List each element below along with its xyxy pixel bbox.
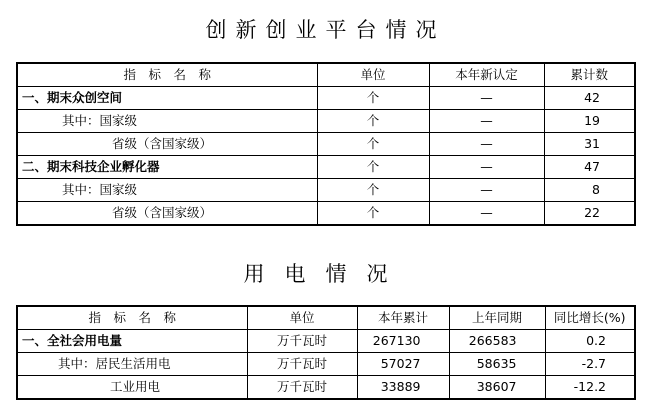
row-new: —: [429, 179, 544, 202]
table-row: [17, 353, 635, 376]
header-previous: 上年同期: [449, 306, 545, 330]
row-total: 31: [544, 133, 635, 156]
table-header-row: [17, 306, 635, 330]
row-total: 19: [544, 110, 635, 133]
electricity-title: 用电情况: [243, 262, 408, 286]
innovation-platform-title: 创新创业平台情况: [205, 18, 446, 42]
header-growth: 同比增长(%): [545, 306, 635, 330]
row-total: 47: [544, 156, 635, 179]
row-name: 其中：居民生活用电: [17, 353, 247, 376]
table-row: [17, 110, 635, 133]
row-name: 二、期末科技企业孵化器: [17, 156, 317, 179]
row-new: —: [429, 133, 544, 156]
row-unit: 个: [317, 202, 429, 226]
row-growth: -12.2: [545, 376, 635, 400]
row-name: 其中：国家级: [17, 179, 317, 202]
row-total: 22: [544, 202, 635, 226]
row-name: 一、期末众创空间: [17, 87, 317, 110]
row-unit: 个: [317, 179, 429, 202]
header-current: 本年累计: [357, 306, 449, 330]
table-row: [17, 179, 635, 202]
header-total: 累计数: [544, 63, 635, 87]
table-row: [17, 87, 635, 110]
table-header-row: [17, 63, 635, 87]
row-previous: 38607: [449, 376, 545, 400]
row-new: —: [429, 156, 544, 179]
row-unit: 个: [317, 133, 429, 156]
row-unit: 万千瓦时: [247, 330, 357, 353]
row-total: 8: [544, 179, 635, 202]
electricity-table: [16, 305, 636, 400]
row-unit: 个: [317, 156, 429, 179]
row-unit: 万千瓦时: [247, 353, 357, 376]
row-unit: 万千瓦时: [247, 376, 357, 400]
row-total: 42: [544, 87, 635, 110]
header-unit: 单位: [317, 63, 429, 87]
row-growth: -2.7: [545, 353, 635, 376]
table-row: [17, 202, 635, 226]
row-name: 省级（含国家级）: [17, 133, 317, 156]
row-previous: 58635: [449, 353, 545, 376]
row-unit: 个: [317, 110, 429, 133]
row-name: 其中：国家级: [17, 110, 317, 133]
row-name: 一、全社会用电量: [17, 330, 247, 353]
row-previous: 266583: [449, 330, 545, 353]
row-new: —: [429, 110, 544, 133]
header-indicator: 指 标 名 称: [17, 306, 247, 330]
row-current: 57027: [357, 353, 449, 376]
header-unit: 单位: [247, 306, 357, 330]
row-new: —: [429, 87, 544, 110]
table-row: [17, 376, 635, 400]
table-row: [17, 156, 635, 179]
innovation-platform-table: [16, 62, 636, 226]
row-growth: 0.2: [545, 330, 635, 353]
row-current: 33889: [357, 376, 449, 400]
row-unit: 个: [317, 87, 429, 110]
row-name: 工业用电: [17, 376, 247, 400]
table-row: [17, 330, 635, 353]
header-indicator: 指 标 名 称: [17, 63, 317, 87]
header-new: 本年新认定: [429, 63, 544, 87]
table-row: [17, 133, 635, 156]
row-name: 省级（含国家级）: [17, 202, 317, 226]
row-new: —: [429, 202, 544, 226]
row-current: 267130: [357, 330, 449, 353]
